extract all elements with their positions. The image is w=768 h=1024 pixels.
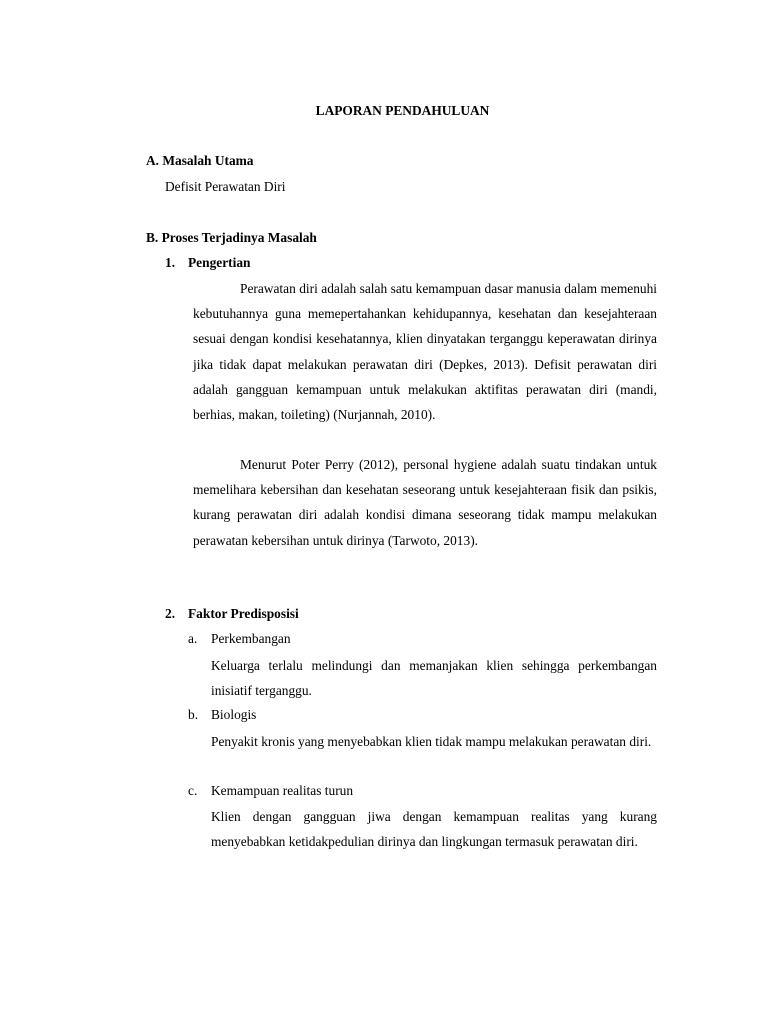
subitem-c (188, 783, 353, 799)
subitem-a-letter: a. (188, 631, 198, 646)
item-2-title: Faktor Predisposisi (188, 606, 299, 621)
section-a-content: Defisit Perawatan Diri (165, 179, 286, 194)
subitem-b-title: Biologis (211, 707, 257, 722)
paragraph-1-text: Perawatan diri adalah salah satu kemampuan dasar manusia dalam memenuhi kebutuhannya guna memepertahankan kehidupannya, kesehatan dan kesejahteraan sesuai dengan kondisi kesehatannya, klien dinyatakan terganggu keperawatan dirinya jika tidak dapat melakukan perawatan diri (Depkes, 2013). Defisit perawatan diri adalah gangguan kemampuan untuk melakukan aktifitas perawatan diri (mandi, berhias, makan, toileting) (Nurjannah, 2010). (193, 281, 657, 423)
item-2-heading (165, 606, 299, 622)
item-1-heading (165, 255, 250, 271)
item-2-number: 2. (165, 606, 176, 621)
item-1-number: 1. (165, 255, 176, 270)
item-1-title: Pengertian (188, 255, 251, 270)
subitem-b (188, 707, 256, 723)
subitem-a-description: Keluarga terlalu melindungi dan memanjakan klien sehingga perkembangan inisiatif terganggu. (211, 658, 657, 699)
subitem-c-description: Klien dengan gangguan jiwa dengan kemampuan realitas yang kurang menyebabkan ketidakpedulian dirinya dan lingkungan termasuk perawatan diri. (211, 809, 657, 850)
subitem-c-title: Kemampuan realitas turun (211, 783, 354, 798)
paragraph-pengertian-1 (193, 276, 657, 427)
paragraph-pengertian-2 (193, 452, 657, 553)
section-b-heading: B. Proses Terjadinya Masalah (146, 230, 317, 245)
subitem-b-description: Penyakit kronis yang menyebabkan klien tidak mampu melakukan perawatan diri. (211, 734, 652, 749)
subitem-a-title: Perkembangan (211, 631, 291, 646)
section-a-heading: A. Masalah Utama (146, 153, 254, 168)
subitem-b-letter: b. (188, 707, 199, 722)
paragraph-2-text: Menurut Poter Perry (2012), personal hygiene adalah suatu tindakan untuk memelihara kebersihan dan kesehatan seseorang untuk kesejahteraan fisik dan psikis, kurang perawatan diri adalah kondisi dimana seseorang tidak mampu melakukan perawatan kebersihan untuk dirinya (Tarwoto, 2013). (193, 457, 657, 548)
subitem-c-letter: c. (188, 783, 198, 798)
document-title: LAPORAN PENDAHULUAN (315, 103, 490, 118)
subitem-a (188, 631, 291, 647)
